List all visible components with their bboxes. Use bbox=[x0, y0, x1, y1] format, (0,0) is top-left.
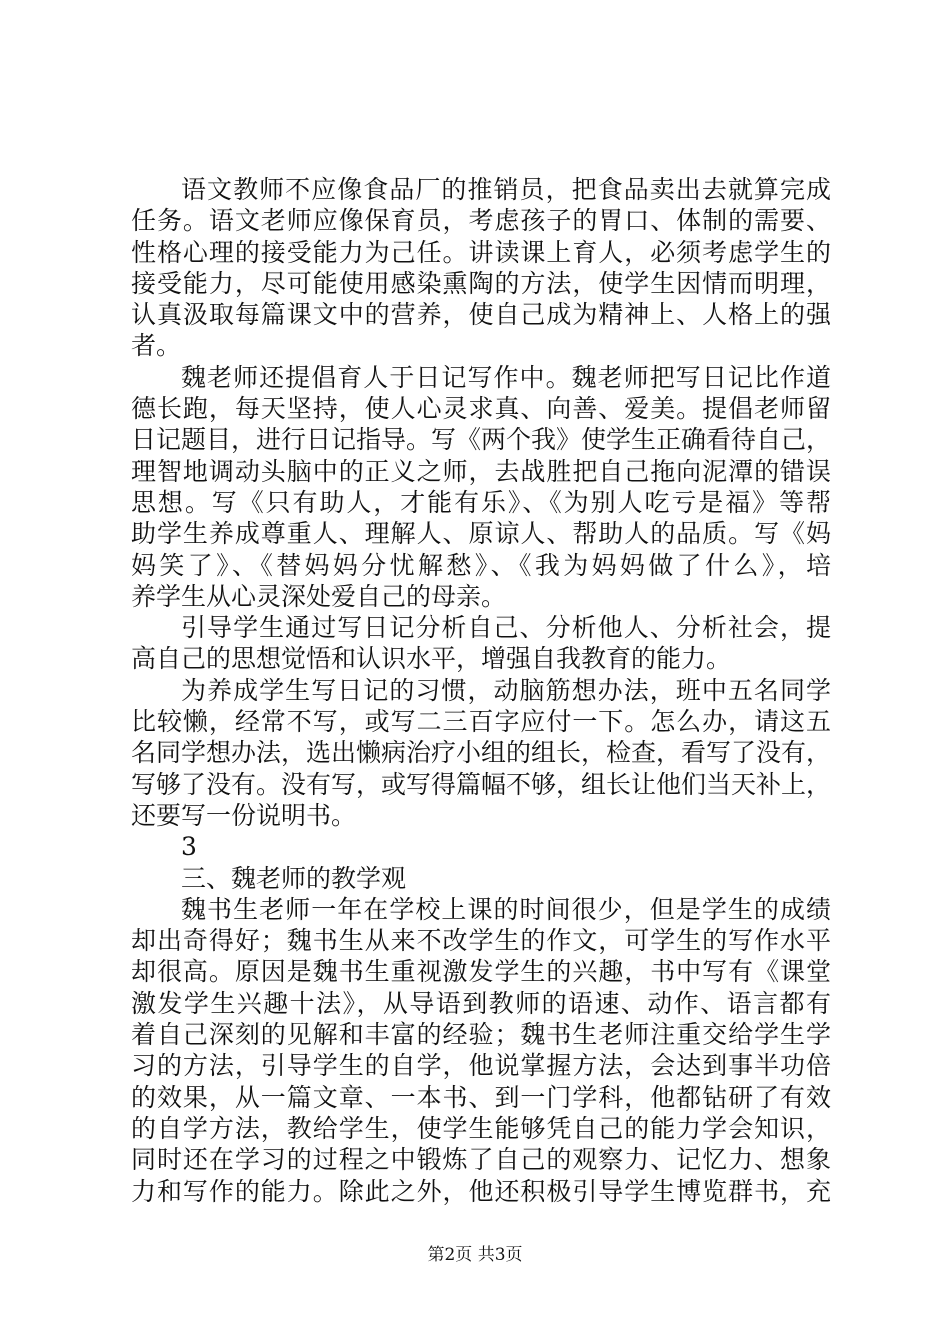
page-footer: 第2页 共3页 bbox=[427, 1245, 523, 1265]
text-line: 的效果，从一篇文章、一本书、到一门学科，他都钻研了有效 bbox=[131, 1082, 831, 1112]
document-body bbox=[131, 174, 831, 1207]
text-line: 性格心理的接受能力为己任。讲读课上育人，必须考虑学生的 bbox=[131, 237, 831, 267]
text-line: 任务。语文老师应像保育员，考虑孩子的胃口、体制的需要、 bbox=[131, 206, 831, 236]
text-line: 助学生养成尊重人、理解人、原谅人、帮助人的品质。写《妈 bbox=[131, 519, 831, 549]
text-line: 魏老师还提倡育人于日记写作中。魏老师把写日记比作道 bbox=[181, 362, 831, 392]
text-line: 3 bbox=[181, 832, 197, 862]
text-line: 思想。写《只有助人，才能有乐》、《为别人吃亏是福》等帮 bbox=[131, 487, 831, 517]
text-line: 养学生从心灵深处爱自己的母亲。 bbox=[131, 581, 507, 611]
text-line: 语文教师不应像食品厂的推销员，把食品卖出去就算完成 bbox=[181, 175, 831, 204]
text-line: 魏书生老师一年在学校上课的时间很少，但是学生的成绩 bbox=[181, 894, 831, 924]
text-line: 名同学想办法，选出懒病治疗小组的组长，检查，看写了没有， bbox=[131, 738, 832, 768]
text-line: 引导学生通过写日记分析自己、分析他人、分析社会，提 bbox=[181, 613, 831, 643]
text-line: 的自学方法，教给学生，使学生能够凭自己的能力学会知识， bbox=[131, 1113, 831, 1143]
text-line: 者。 bbox=[131, 331, 182, 361]
text-line: 为养成学生写日记的习惯，动脑筋想办法，班中五名同学 bbox=[181, 675, 831, 705]
text-line: 比较懒，经常不写，或写二三百字应付一下。怎么办，请这五 bbox=[131, 707, 831, 737]
text-line: 同时还在学习的过程之中锻炼了自己的观察力、记忆力、想象 bbox=[131, 1145, 831, 1175]
text-line: 德长跑，每天坚持，使人心灵求真、向善、爱美。提倡老师留 bbox=[131, 394, 831, 424]
text-line: 却出奇得好；魏书生从来不改学生的作文，可学生的写作水平 bbox=[131, 926, 831, 956]
text-line: 日记题目，进行日记指导。写《两个我》使学生正确看待自己， bbox=[131, 425, 832, 455]
text-line: 接受能力，尽可能使用感染熏陶的方法，使学生因情而明理， bbox=[131, 268, 831, 298]
text-line: 三、魏老师的教学观 bbox=[181, 863, 407, 893]
text-line: 认真汲取每篇课文中的营养，使自己成为精神上、人格上的强 bbox=[131, 300, 831, 330]
text-line: 着自己深刻的见解和丰富的经验；魏书生老师注重交给学生学 bbox=[131, 1020, 831, 1050]
text-line: 理智地调动头脑中的正义之师，去战胜把自己拖向泥潭的错误 bbox=[131, 456, 831, 486]
text-line: 写够了没有。没有写，或写得篇幅不够，组长让他们当天补上， bbox=[131, 769, 832, 799]
text-line: 妈笑了》、《替妈妈分忧解愁》、《我为妈妈做了什么》，培 bbox=[131, 550, 831, 580]
text-line: 还要写一份说明书。 bbox=[131, 800, 357, 830]
text-line: 却很高。原因是魏书生重视激发学生的兴趣，书中写有《课堂 bbox=[131, 957, 831, 987]
text-line: 力和写作的能力。除此之外，他还积极引导学生博览群书，充 bbox=[131, 1176, 831, 1206]
text-line: 习的方法，引导学生的自学，他说掌握方法，会达到事半功倍 bbox=[131, 1051, 831, 1081]
text-line: 激发学生兴趣十法》，从导语到教师的语速、动作、语言都有 bbox=[131, 988, 831, 1018]
text-line: 高自己的思想觉悟和认识水平，增强自我教育的能力。 bbox=[131, 644, 732, 674]
